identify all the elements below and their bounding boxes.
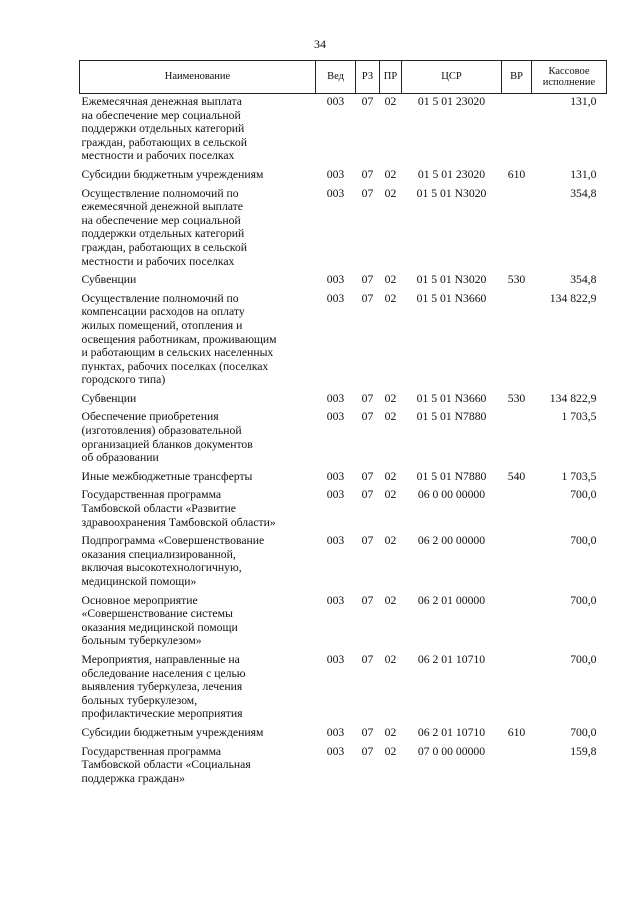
row-name: Государственная программа Тамбовской области «Развитие здравоохранения Тамбовской области»	[81, 488, 276, 529]
row-rz: 07	[361, 186, 374, 200]
row-ved: 003	[326, 410, 345, 424]
header-exec: Кассовое исполнение	[532, 61, 607, 94]
table-row	[80, 186, 607, 273]
row-vr	[502, 409, 532, 468]
row-vr	[502, 744, 532, 790]
row-rz: 07	[361, 744, 374, 758]
row-csr: 01 5 01 N3020	[416, 186, 487, 200]
row-vr: 530	[507, 273, 526, 287]
row-vr	[502, 291, 532, 391]
row-vr	[502, 94, 532, 167]
table-row	[80, 272, 607, 291]
row-name: Субсидии бюджетным учреждениям	[81, 725, 264, 739]
row-rz: 07	[361, 488, 374, 502]
row-amount: 700,0	[570, 652, 597, 666]
table-row	[80, 409, 607, 468]
row-name: Субсидии бюджетным учреждениям	[81, 167, 264, 181]
row-name: Государственная программа Тамбовской области «Социальная поддержка граждан»	[81, 744, 251, 785]
table-row	[80, 94, 607, 167]
table-row	[80, 167, 607, 186]
row-amount: 354,8	[570, 273, 597, 287]
header-csr: ЦСР	[402, 61, 502, 94]
row-ved: 003	[326, 186, 345, 200]
row-pr: 02	[384, 391, 397, 405]
row-amount: 700,0	[570, 534, 597, 548]
row-vr	[502, 593, 532, 652]
row-amount: 700,0	[570, 593, 597, 607]
row-amount: 131,0	[570, 95, 597, 108]
row-name: Осуществление полномочий по ежемесячной денежной выплате на обеспечение мер социальной поддержки отдельных категорий граждан, работающих в сельской местности и рабочих поселках	[81, 186, 247, 268]
row-vr	[502, 652, 532, 725]
row-vr: 540	[507, 469, 526, 483]
row-rz: 07	[361, 291, 374, 305]
row-ved: 003	[326, 725, 345, 739]
row-pr: 02	[384, 95, 397, 108]
row-pr: 02	[384, 273, 397, 287]
row-ved: 003	[326, 534, 345, 548]
row-ved: 003	[326, 469, 345, 483]
table-row	[80, 291, 607, 391]
row-ved: 003	[326, 291, 345, 305]
row-amount: 1 703,5	[561, 469, 597, 483]
row-rz: 07	[361, 167, 374, 181]
row-csr: 06 0 00 00000	[417, 488, 486, 502]
row-csr: 01 5 01 23020	[417, 167, 486, 181]
table-row	[80, 487, 607, 533]
row-name: Ежемесячная денежная выплата на обеспечение мер социальной поддержки отдельных категорий граждан, работающих в сельской местности и рабочих поселках	[81, 95, 247, 163]
row-ved: 003	[326, 167, 345, 181]
table-row	[80, 744, 607, 790]
row-vr: 610	[507, 167, 526, 181]
row-vr: 610	[507, 725, 526, 739]
row-csr: 06 2 01 10710	[417, 652, 486, 666]
row-rz: 07	[361, 273, 374, 287]
table-row	[80, 469, 607, 488]
table-row	[80, 533, 607, 592]
table-row	[80, 725, 607, 744]
row-ved: 003	[326, 652, 345, 666]
row-amount: 159,8	[570, 744, 597, 758]
row-amount: 131,0	[570, 167, 597, 181]
row-name: Субвенции	[81, 273, 137, 287]
row-rz: 07	[361, 725, 374, 739]
row-pr: 02	[384, 291, 397, 305]
row-pr: 02	[384, 469, 397, 483]
row-amount: 1 703,5	[561, 410, 597, 424]
header-ved: Вед	[316, 61, 356, 94]
row-name: Осуществление полномочий по компенсации расходов на оплату жилых помещений, отопления и освещения работникам, проживающим и работающим в сельских населенных пунктах, рабочих поселках (поселках городского типа)	[81, 291, 277, 387]
row-csr: 01 5 01 N7880	[416, 410, 487, 424]
row-ved: 003	[326, 593, 345, 607]
row-amount: 700,0	[570, 488, 597, 502]
row-rz: 07	[361, 391, 374, 405]
row-pr: 02	[384, 410, 397, 424]
row-ved: 003	[326, 95, 345, 108]
row-pr: 02	[384, 652, 397, 666]
header-rz: РЗ	[356, 61, 380, 94]
row-csr: 01 5 01 N3660	[416, 391, 487, 405]
table-row	[80, 652, 607, 725]
row-csr: 01 5 01 N3660	[416, 291, 487, 305]
header-pr: ПР	[380, 61, 402, 94]
row-ved: 003	[326, 744, 345, 758]
row-rz: 07	[361, 95, 374, 108]
row-pr: 02	[384, 593, 397, 607]
table-body	[80, 94, 607, 790]
row-name: Мероприятия, направленные на обследование населения с целью выявления туберкулеза, лечения больных туберкулезом, профилактические мероприятия	[81, 652, 246, 721]
row-ved: 003	[326, 488, 345, 502]
row-pr: 02	[384, 186, 397, 200]
row-csr: 06 2 00 00000	[417, 534, 486, 548]
row-vr: 530	[507, 391, 526, 405]
row-csr: 07 0 00 00000	[417, 744, 486, 758]
row-pr: 02	[384, 534, 397, 548]
row-pr: 02	[384, 744, 397, 758]
row-name: Субвенции	[81, 391, 137, 405]
row-rz: 07	[361, 534, 374, 548]
table-row	[80, 391, 607, 410]
budget-table	[79, 60, 607, 789]
row-amount: 134 822,9	[549, 291, 597, 305]
row-amount: 700,0	[570, 725, 597, 739]
row-pr: 02	[384, 488, 397, 502]
row-vr	[502, 533, 532, 592]
row-ved: 003	[326, 391, 345, 405]
row-amount: 134 822,9	[549, 391, 597, 405]
row-vr	[502, 186, 532, 273]
row-csr: 06 2 01 10710	[417, 725, 486, 739]
row-name: Основное мероприятие «Совершенствование системы оказания медицинской помощи больным туберкулезом»	[81, 593, 238, 648]
row-pr: 02	[384, 725, 397, 739]
row-rz: 07	[361, 469, 374, 483]
row-ved: 003	[326, 273, 345, 287]
table-header	[80, 61, 607, 94]
row-vr	[502, 487, 532, 533]
row-amount: 354,8	[570, 186, 597, 200]
row-csr: 01 5 01 23020	[417, 95, 486, 108]
page-number: 34	[314, 37, 326, 51]
header-vr: ВР	[502, 61, 532, 94]
row-pr: 02	[384, 167, 397, 181]
row-rz: 07	[361, 410, 374, 424]
header-name: Наименование	[80, 61, 316, 94]
row-rz: 07	[361, 593, 374, 607]
row-rz: 07	[361, 652, 374, 666]
row-csr: 06 2 01 00000	[417, 593, 486, 607]
row-csr: 01 5 01 N7880	[416, 469, 487, 483]
row-name: Обеспечение приобретения (изготовления) образовательной организацией бланков документов об образовании	[81, 410, 253, 465]
row-name: Подпрограмма «Совершенствование оказания специализированной, включая высокотехнологичную, медицинской помощи»	[81, 534, 265, 588]
row-name: Иные межбюджетные трансферты	[81, 469, 253, 483]
row-csr: 01 5 01 N3020	[416, 273, 487, 287]
table-row	[80, 593, 607, 652]
